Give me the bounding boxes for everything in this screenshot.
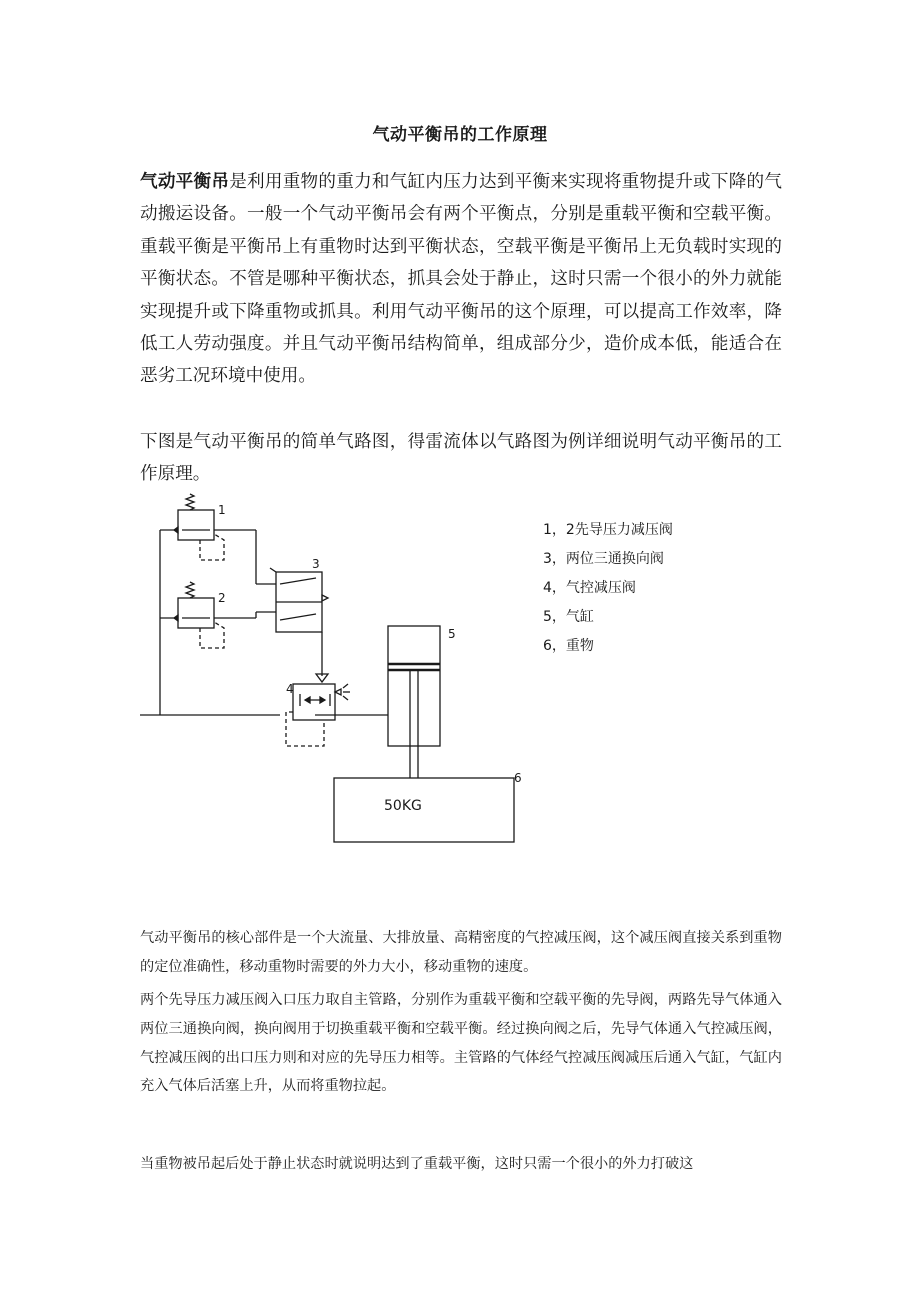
diagram-intro-paragraph: 下图是气动平衡吊的简单气路图，得雷流体以气路图为例详细说明气动平衡吊的工作原理。 <box>140 432 782 485</box>
intro-lead-term: 气动平衡吊 <box>140 171 230 192</box>
valve-4-pilot <box>286 712 324 746</box>
valve-1-spring <box>186 494 194 510</box>
callout-4: 4 <box>286 682 294 696</box>
legend-item-4: 5，气缸 <box>543 609 594 625</box>
weight-label: 50KG <box>384 798 422 814</box>
pilot-flow-paragraph: 两个先导压力减压阀入口压力取自主管路，分别作为重载平衡和空载平衡的先导阀，两路先导气体通入两位三通换向阀，换向阀用于切换重载平衡和空载平衡。经过换向阀之后，先导气体通入气控减压阀，气控减压阀的出口压力则和对应的先导压力相等。主管路的气体经气控减压阀减压后通入气缸，气缸内充入气体后活塞上升，从而将重物拉起。 <box>140 992 782 1095</box>
pneumatic-circuit-diagram <box>130 488 690 848</box>
balance-paragraph: 当重物被吊起后处于静止状态时就说明达到了重载平衡，这时只需一个很小的外力打破这 <box>140 1156 694 1172</box>
valve-2-spring <box>186 582 194 598</box>
callout-1: 1 <box>218 503 226 517</box>
valve-2-body <box>178 598 214 628</box>
legend-item-1: 1，2先导压力减压阀 <box>543 522 673 538</box>
valve-1-body <box>178 510 214 540</box>
callout-5: 5 <box>448 627 456 641</box>
core-component-paragraph: 气动平衡吊的核心部件是一个大流量、大排放量、高精密度的气控减压阀，这个减压阀直接关系到重物的定位准确性，移动重物时需要的外力大小，移动重物的速度。 <box>140 930 782 975</box>
legend-item-5: 6，重物 <box>543 638 594 654</box>
valve-1-pilot <box>200 534 224 560</box>
weight-box <box>334 778 514 842</box>
callout-3: 3 <box>312 557 320 571</box>
intro-paragraph <box>140 166 782 393</box>
callout-6: 6 <box>514 771 522 785</box>
callout-2: 2 <box>218 591 226 605</box>
legend-item-2: 3，两位三通换向阀 <box>543 551 664 567</box>
intro-text: 是利用重物的重力和气缸内压力达到平衡来实现将重物提升或下降的气动搬运设备。一般一个气动平衡吊会有两个平衡点，分别是重载平衡和空载平衡。重载平衡是平衡吊上有重物时达到平衡状态，空载平衡是平衡吊上无负载时实现的平衡状态。不管是哪种平衡状态，抓具会处于静止，这时只需一个很小的外力就能实现提升或下降重物或抓具。利用气动平衡吊的这个原理，可以提高工作效率，降低工人劳动强度。并且气动平衡吊结构简单，组成部分少，造价成本低，能适合在恶劣工况环境中使用。 <box>140 172 782 387</box>
page-title: 气动平衡吊的工作原理 <box>372 125 548 145</box>
cylinder-body <box>388 626 440 746</box>
legend-item-3: 4，气控减压阀 <box>543 580 636 596</box>
valve-2-pilot <box>200 622 224 648</box>
